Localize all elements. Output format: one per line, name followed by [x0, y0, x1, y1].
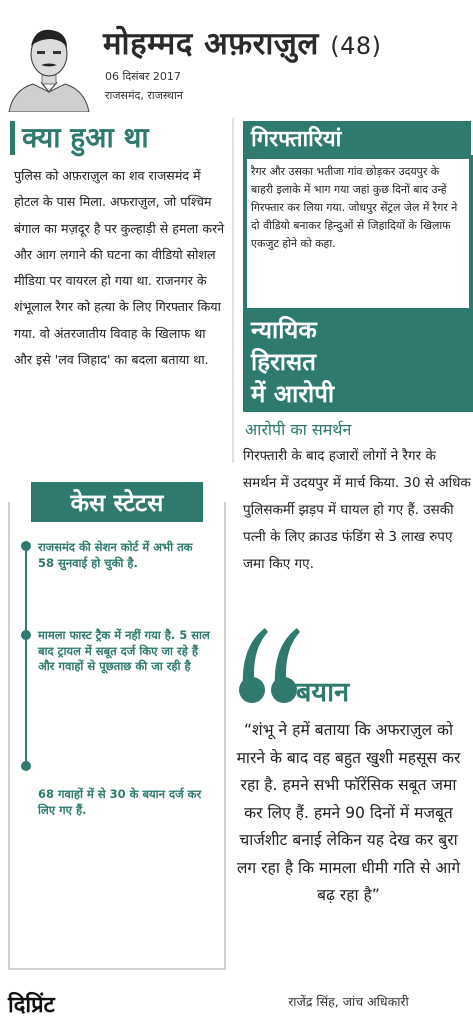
- incident-date: 06 दिसंबर 2017: [105, 70, 181, 83]
- incident-place: राजसमंद, राजस्थान: [105, 89, 183, 102]
- person-portrait: [5, 20, 93, 112]
- support-title: आरोपी का समर्थन: [245, 420, 352, 439]
- statement-title: बयान: [296, 677, 350, 708]
- timeline-dot: [21, 761, 31, 771]
- quote-mark-icon: [235, 626, 301, 708]
- case-status-frame: [8, 502, 226, 970]
- arrests-body: रैगर और उसका भतीजा गांव छोड़कर उदयपुर के बाहरी इलाके में भाग गया जहां कुछ दिनों बाद उन्हें गिरफ्तार कर लिया गया. जोधपुर सेंट्रल जेल में रैगर ने दो वीडियो बनाकर हिन्दुओं से जिहादियों के खिलाफ एकजुट होने को कहा.: [243, 155, 473, 312]
- case-status-item-1: राजसमंद की सेशन कोर्ट में अभी तक 58 सुनवाई हो चुकी है.: [38, 540, 193, 570]
- statement-quote: “शंभू ने हमें बताया कि अफराज़ुल को मारने के बाद वह बहुत खुशी महसूस कर रहा है. हमने सभी फॉरेंसिक सबूत जमा कर लिए हैं. हमने 90 दिनों में मजबूत चार्जशीट बनाई लेकिन यह देख कर बुरा लग रहा है कि मामला धीमी गति से आगे बढ़ रहा है”: [236, 721, 461, 904]
- judicial-custody-banner: [243, 312, 473, 412]
- what-happened-body: पुलिस को अफ़राज़ुल का शव राजसमंद में होटल के पास मिला. अफराज़ुल, जो पश्चिम बंगाल का मज़दूर है पर कुल्हाड़ी से हमला करने और आग लगाने की घटना का वीडियो सोशल मीडिया पर वायरल हो गया था. राजनगर के शंभूलाल रैगर को हत्या के लिए गिरफ्तार किया गया. वो अंतरजातीय विवाह के खिलाफ था और इसे 'लव जिहाद' का बदला बताया था.: [14, 168, 225, 368]
- judicial-line-1: न्यायिक: [251, 316, 317, 344]
- age-text: (48): [330, 32, 382, 60]
- person-name: [103, 22, 381, 64]
- judicial-line-3: में आरोपी: [251, 380, 335, 408]
- case-status-title: केस स्टेटस: [31, 482, 203, 522]
- arrests-title: गिरफ्तारियां: [243, 121, 471, 155]
- what-happened-title: क्या हुआ था: [22, 121, 149, 154]
- timeline-dot: [21, 541, 31, 551]
- timeline-dot: [21, 630, 31, 640]
- statement-attribution: राजेंद्र सिंह, जांच अधिकारी: [288, 994, 409, 1009]
- section-accent-bar: [10, 121, 15, 155]
- column-divider: [232, 118, 234, 463]
- name-text: मोहम्मद अफ़राज़ुल: [103, 26, 319, 62]
- timeline-line: [25, 546, 27, 764]
- support-body: गिरफ्तारी के बाद हजारों लोगों ने रैगर के समर्थन में उदयपुर में मार्च किया. 30 से अधिक पुलिसकर्मी झड़प में घायल हो गए हैं. उसकी पत्नी के लिए क्राउड फंडिंग से 3 लाख रुपए जमा किए गए.: [243, 448, 471, 572]
- case-status-item-3: 68 गवाहों में से 30 के बयान दर्ज कर लिए गए हैं.: [38, 787, 202, 817]
- case-status-item-2: मामला फास्ट ट्रैक में नहीं गया है. 5 साल बाद ट्रायल में सबूत दर्ज किए जा रहे हैं और गवाहों से पूछताछ की जा रही है: [38, 628, 210, 673]
- judicial-line-2: हिरासत: [251, 348, 316, 376]
- publisher-logo: दिप्रिंट: [8, 993, 55, 1018]
